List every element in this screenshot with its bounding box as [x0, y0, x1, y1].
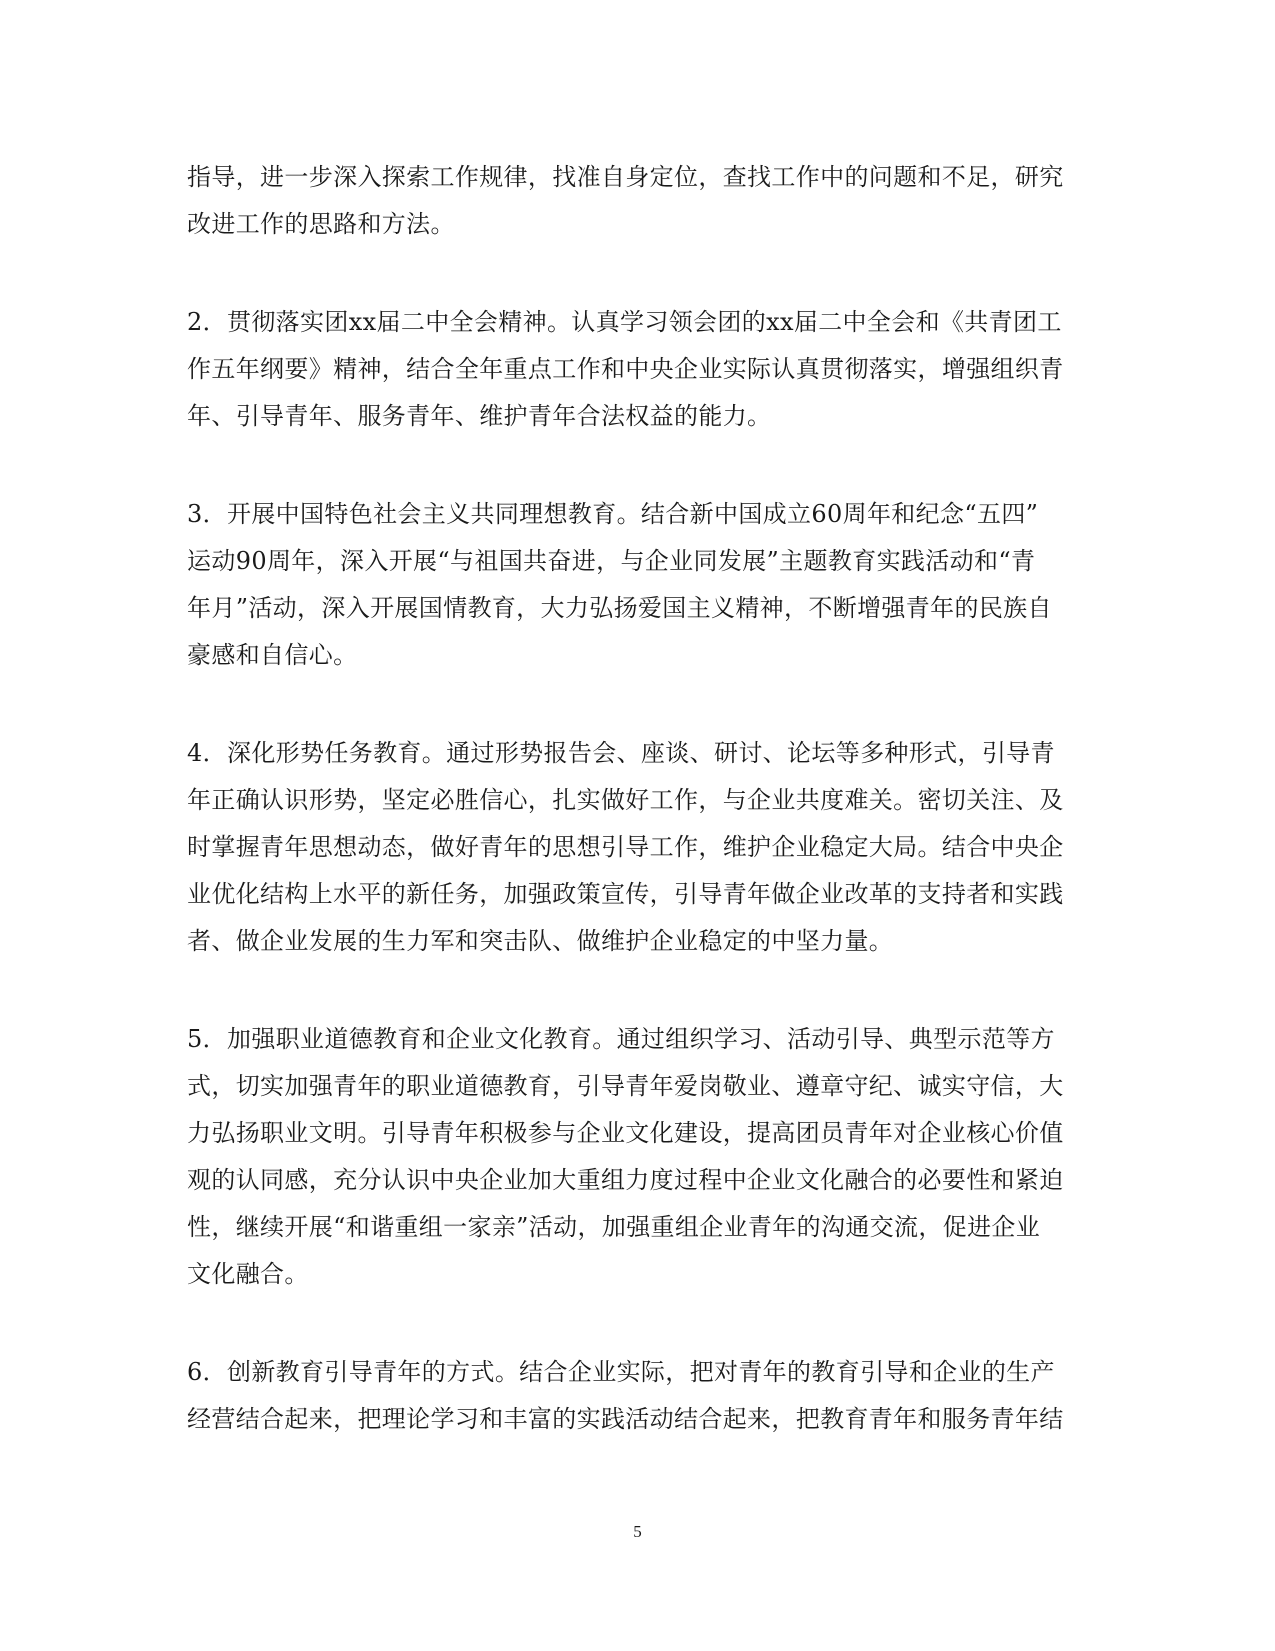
text-line: 6．创新教育引导青年的方式。结合企业实际，把对青年的教育引导和企业的生产: [187, 1358, 1055, 1386]
text-line: 者、做企业发展的生力军和突击队、做维护企业稳定的中坚力量。: [187, 927, 894, 955]
text-line: 业优化结构上水平的新任务，加强政策宣传，引导青年做企业改革的支持者和实践: [187, 880, 1064, 908]
text-line: 年、引导青年、服务青年、维护青年合法权益的能力。: [187, 402, 772, 430]
page-number: 5: [633, 1522, 642, 1541]
text-line: 5．加强职业道德教育和企业文化教育。通过组织学习、活动引导、典型示范等方: [187, 1025, 1055, 1053]
paragraph-5: [187, 1016, 1087, 1298]
paragraph-3: [187, 491, 1087, 679]
text-line: 性，继续开展“和谐重组一家亲”活动，加强重组企业青年的沟通交流，促进企业: [187, 1213, 1041, 1241]
text-line: 运动90周年，深入开展“与祖国共奋进，与企业同发展”主题教育实践活动和“青: [187, 547, 1036, 575]
text-line: 指导，进一步深入探索工作规律，找准自身定位，查找工作中的问题和不足，研究: [187, 163, 1064, 191]
text-line: 改进工作的思路和方法。: [187, 210, 455, 238]
text-line: 式，切实加强青年的职业道德教育，引导青年爱岗敬业、遵章守纪、诚实守信，大: [187, 1072, 1064, 1100]
paragraph-2: [187, 299, 1087, 440]
paragraph-1: [187, 154, 1087, 248]
text-line: 时掌握青年思想动态，做好青年的思想引导工作，维护企业稳定大局。结合中央企: [187, 833, 1064, 861]
text-line: 3．开展中国特色社会主义共同理想教育。结合新中国成立60周年和纪念“五四”: [187, 500, 1039, 528]
document-body: [187, 154, 1087, 1494]
text-line: 年正确认识形势，坚定必胜信心，扎实做好工作，与企业共度难关。密切关注、及: [187, 786, 1064, 814]
text-line: 观的认同感，充分认识中央企业加大重组力度过程中企业文化融合的必要性和紧迫: [187, 1166, 1064, 1194]
text-line: 力弘扬职业文明。引导青年积极参与企业文化建设，提高团员青年对企业核心价值: [187, 1119, 1064, 1147]
paragraph-4: [187, 730, 1087, 965]
text-line: 文化融合。: [187, 1260, 309, 1288]
text-line: 4．深化形势任务教育。通过形势报告会、座谈、研讨、论坛等多种形式，引导青: [187, 739, 1055, 767]
text-line: 作五年纲要》精神，结合全年重点工作和中央企业实际认真贯彻落实，增强组织青: [187, 355, 1064, 383]
text-line: 年月”活动，深入开展国情教育，大力弘扬爱国主义精神，不断增强青年的民族自: [187, 594, 1052, 622]
text-line: 豪感和自信心。: [187, 641, 358, 669]
paragraph-6: [187, 1349, 1087, 1443]
text-line: 2．贯彻落实团xx届二中全会精神。认真学习领会团的xx届二中全会和《共青团工: [187, 308, 1062, 336]
text-line: 经营结合起来，把理论学习和丰富的实践活动结合起来，把教育青年和服务青年结: [187, 1405, 1064, 1433]
